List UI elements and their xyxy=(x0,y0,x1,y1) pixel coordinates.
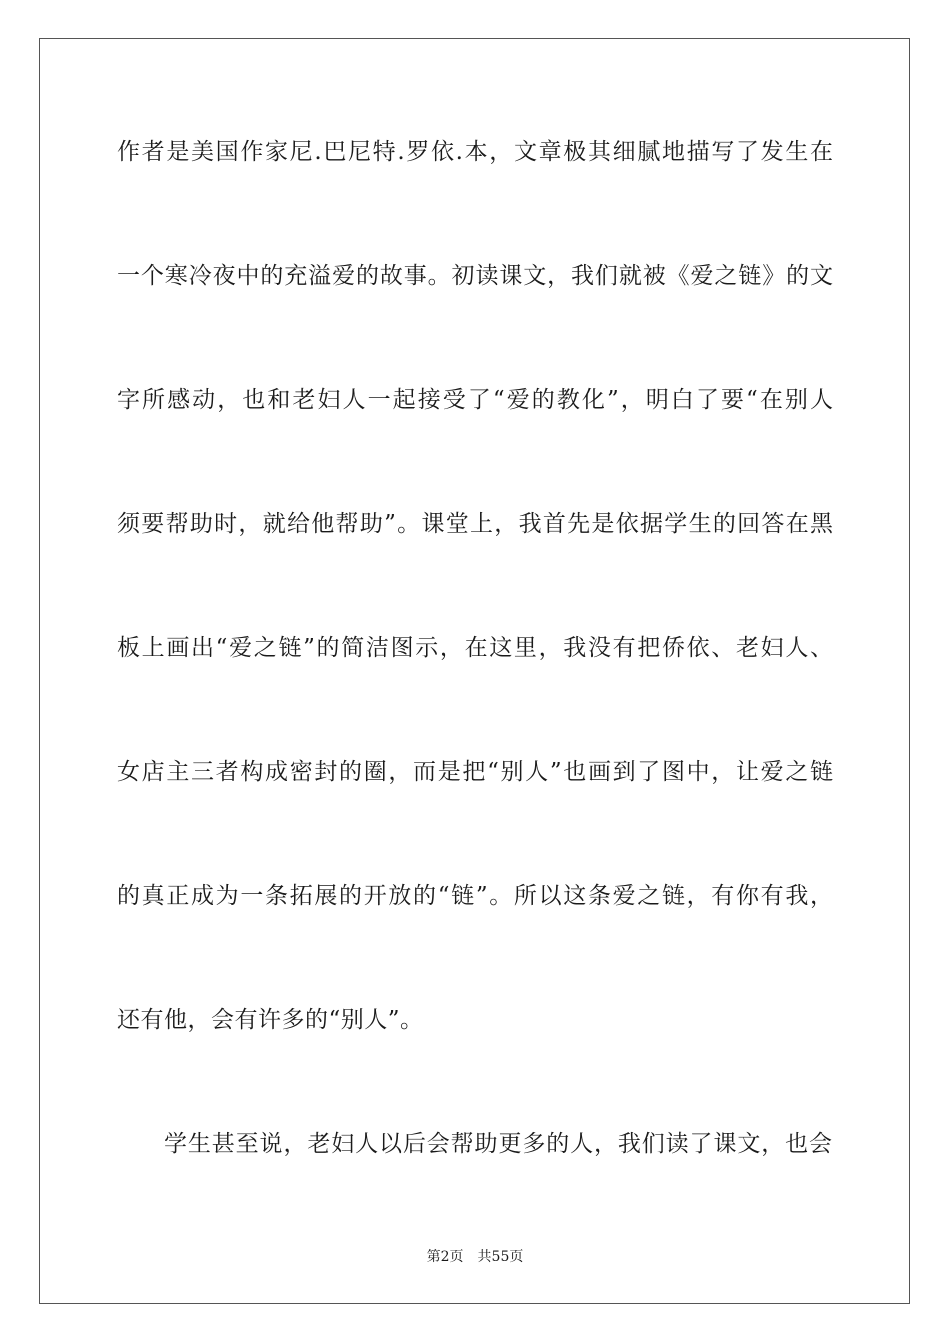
text-line: 板上画出“爱之链”的简洁图示，在这里，我没有把侨依、老妇人、 xyxy=(117,635,835,661)
page-border xyxy=(39,38,910,1304)
text-line: 女店主三者构成密封的圈，而是把“别人”也画到了图中，让爱之链 xyxy=(117,759,835,785)
page-number: 第2页 xyxy=(426,1249,464,1265)
page-total: 共55页 xyxy=(477,1249,524,1265)
text-line: 一个寒冷夜中的充溢爱的故事。初读课文，我们就被《爱之链》的文 xyxy=(117,263,834,289)
text-line: 的真正成为一条拓展的开放的“链”。所以这条爱之链，有你有我， xyxy=(117,883,835,909)
text-line: 学生甚至说，老妇人以后会帮助更多的人，我们读了课文，也会 xyxy=(164,1131,833,1157)
page-footer xyxy=(0,1248,950,1266)
text-line: 作者是美国作家尼.巴尼特.罗依.本，文章极其细腻地描写了发生在 xyxy=(117,139,835,165)
text-line: 字所感动，也和老妇人一起接受了“爱的教化”，明白了要“在别人 xyxy=(117,387,836,413)
text-line: 还有他，会有许多的“别人”。 xyxy=(117,1007,424,1033)
text-line: 须要帮助时，就给他帮助”。课堂上，我首先是依据学生的回答在黑 xyxy=(117,511,835,537)
